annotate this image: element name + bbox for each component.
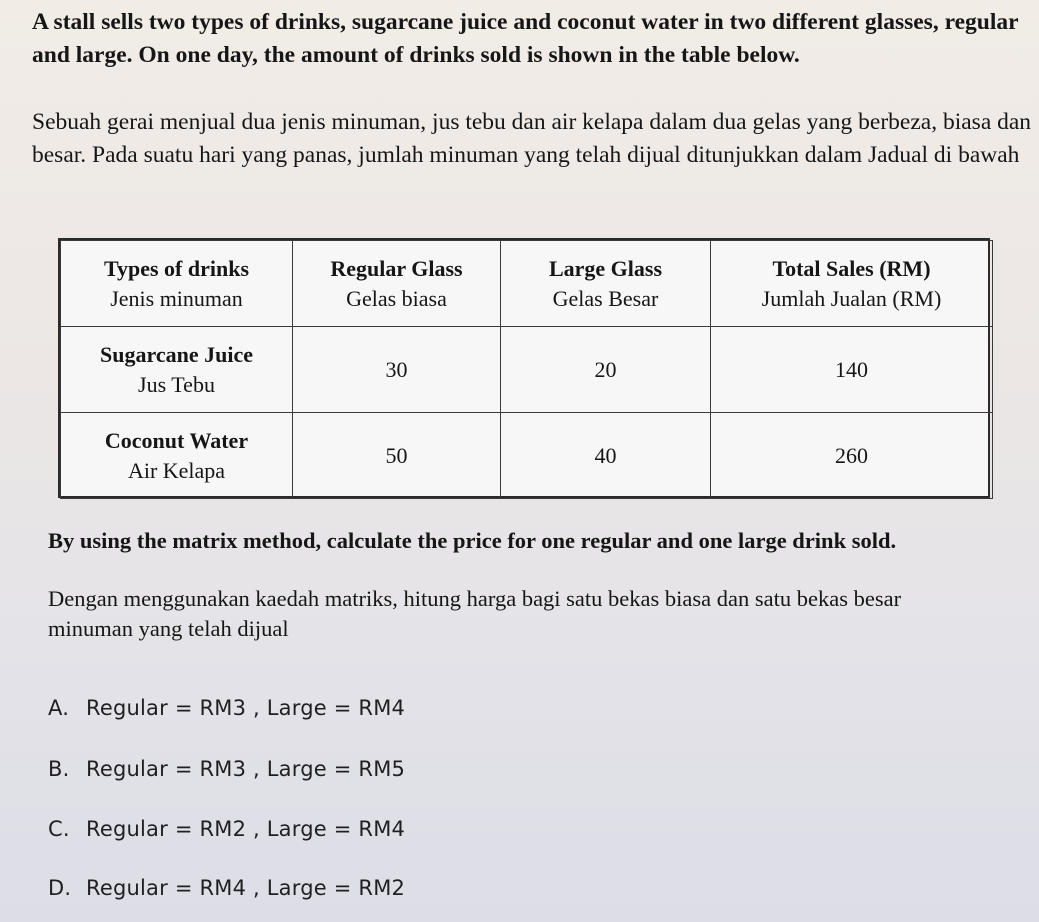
table-header-row bbox=[61, 241, 993, 327]
option-text: Regular = RM3 , Large = RM4 bbox=[86, 696, 406, 720]
header-label-ms: Gelas Besar bbox=[552, 285, 659, 311]
instruction-english: By using the matrix method, calculate the price for one regular and one large drink sold. bbox=[48, 528, 897, 553]
option-b[interactable] bbox=[48, 757, 405, 781]
header-label-en: Types of drinks bbox=[103, 255, 250, 281]
large-count-cell: 40 bbox=[501, 413, 711, 499]
header-cell-types bbox=[61, 241, 293, 327]
header-label-en: Regular Glass bbox=[330, 255, 463, 281]
header-cell-total bbox=[711, 241, 993, 327]
question-malay: Sebuah gerai menjual dua jenis minuman, jus tebu dan air kelapa dalam dua gelas yang berbeza, biasa dan besar. Pada suatu hari yang panas, jumlah minuman yang telah dijual ditunjukkan dalam Jadual di bawah bbox=[32, 109, 1032, 168]
header-label-ms: Gelas biasa bbox=[346, 285, 447, 311]
option-text: Regular = RM4 , Large = RM2 bbox=[86, 876, 406, 900]
drink-name-cell bbox=[61, 327, 293, 413]
question-english: A stall sells two types of drinks, sugarcane juice and coconut water in two different glasses, regular and large. On one day, the amount of drinks sold is shown in the table below. bbox=[32, 9, 1019, 68]
total-sales-cell: 140 bbox=[711, 327, 993, 413]
header-label-en: Total Sales (RM) bbox=[772, 255, 931, 281]
table-row-sugarcane bbox=[61, 327, 993, 413]
sales-table bbox=[58, 238, 990, 498]
drink-name-ms: Air Kelapa bbox=[127, 457, 226, 483]
large-count-cell: 20 bbox=[501, 327, 711, 413]
option-letter: B. bbox=[48, 757, 70, 781]
drink-name-ms: Jus Tebu bbox=[138, 371, 215, 397]
header-cell-regular bbox=[293, 241, 501, 327]
option-letter: A. bbox=[48, 696, 70, 720]
regular-count-cell: 30 bbox=[293, 327, 501, 413]
option-text: Regular = RM2 , Large = RM4 bbox=[86, 817, 406, 841]
table-row-coconut bbox=[61, 413, 993, 499]
header-label-ms: Jumlah Jualan (RM) bbox=[761, 285, 942, 311]
option-d[interactable] bbox=[48, 876, 405, 900]
option-letter: D. bbox=[48, 876, 72, 900]
option-letter: C. bbox=[48, 817, 70, 841]
header-label-en: Large Glass bbox=[548, 255, 663, 281]
option-text: Regular = RM3 , Large = RM5 bbox=[86, 757, 406, 781]
total-sales-cell: 260 bbox=[711, 413, 993, 499]
header-cell-large bbox=[501, 241, 711, 327]
instruction-malay: Dengan menggunakan kaedah matriks, hitung harga bagi satu bekas biasa dan satu bekas besar minuman yang telah dijual bbox=[48, 586, 902, 641]
header-label-ms: Jenis minuman bbox=[110, 285, 243, 311]
drink-name-en: Coconut Water bbox=[104, 427, 249, 453]
option-a[interactable] bbox=[48, 696, 405, 720]
option-c[interactable] bbox=[48, 817, 405, 841]
drink-name-en: Sugarcane Juice bbox=[100, 341, 253, 367]
drink-name-cell bbox=[61, 413, 293, 499]
regular-count-cell: 50 bbox=[293, 413, 501, 499]
